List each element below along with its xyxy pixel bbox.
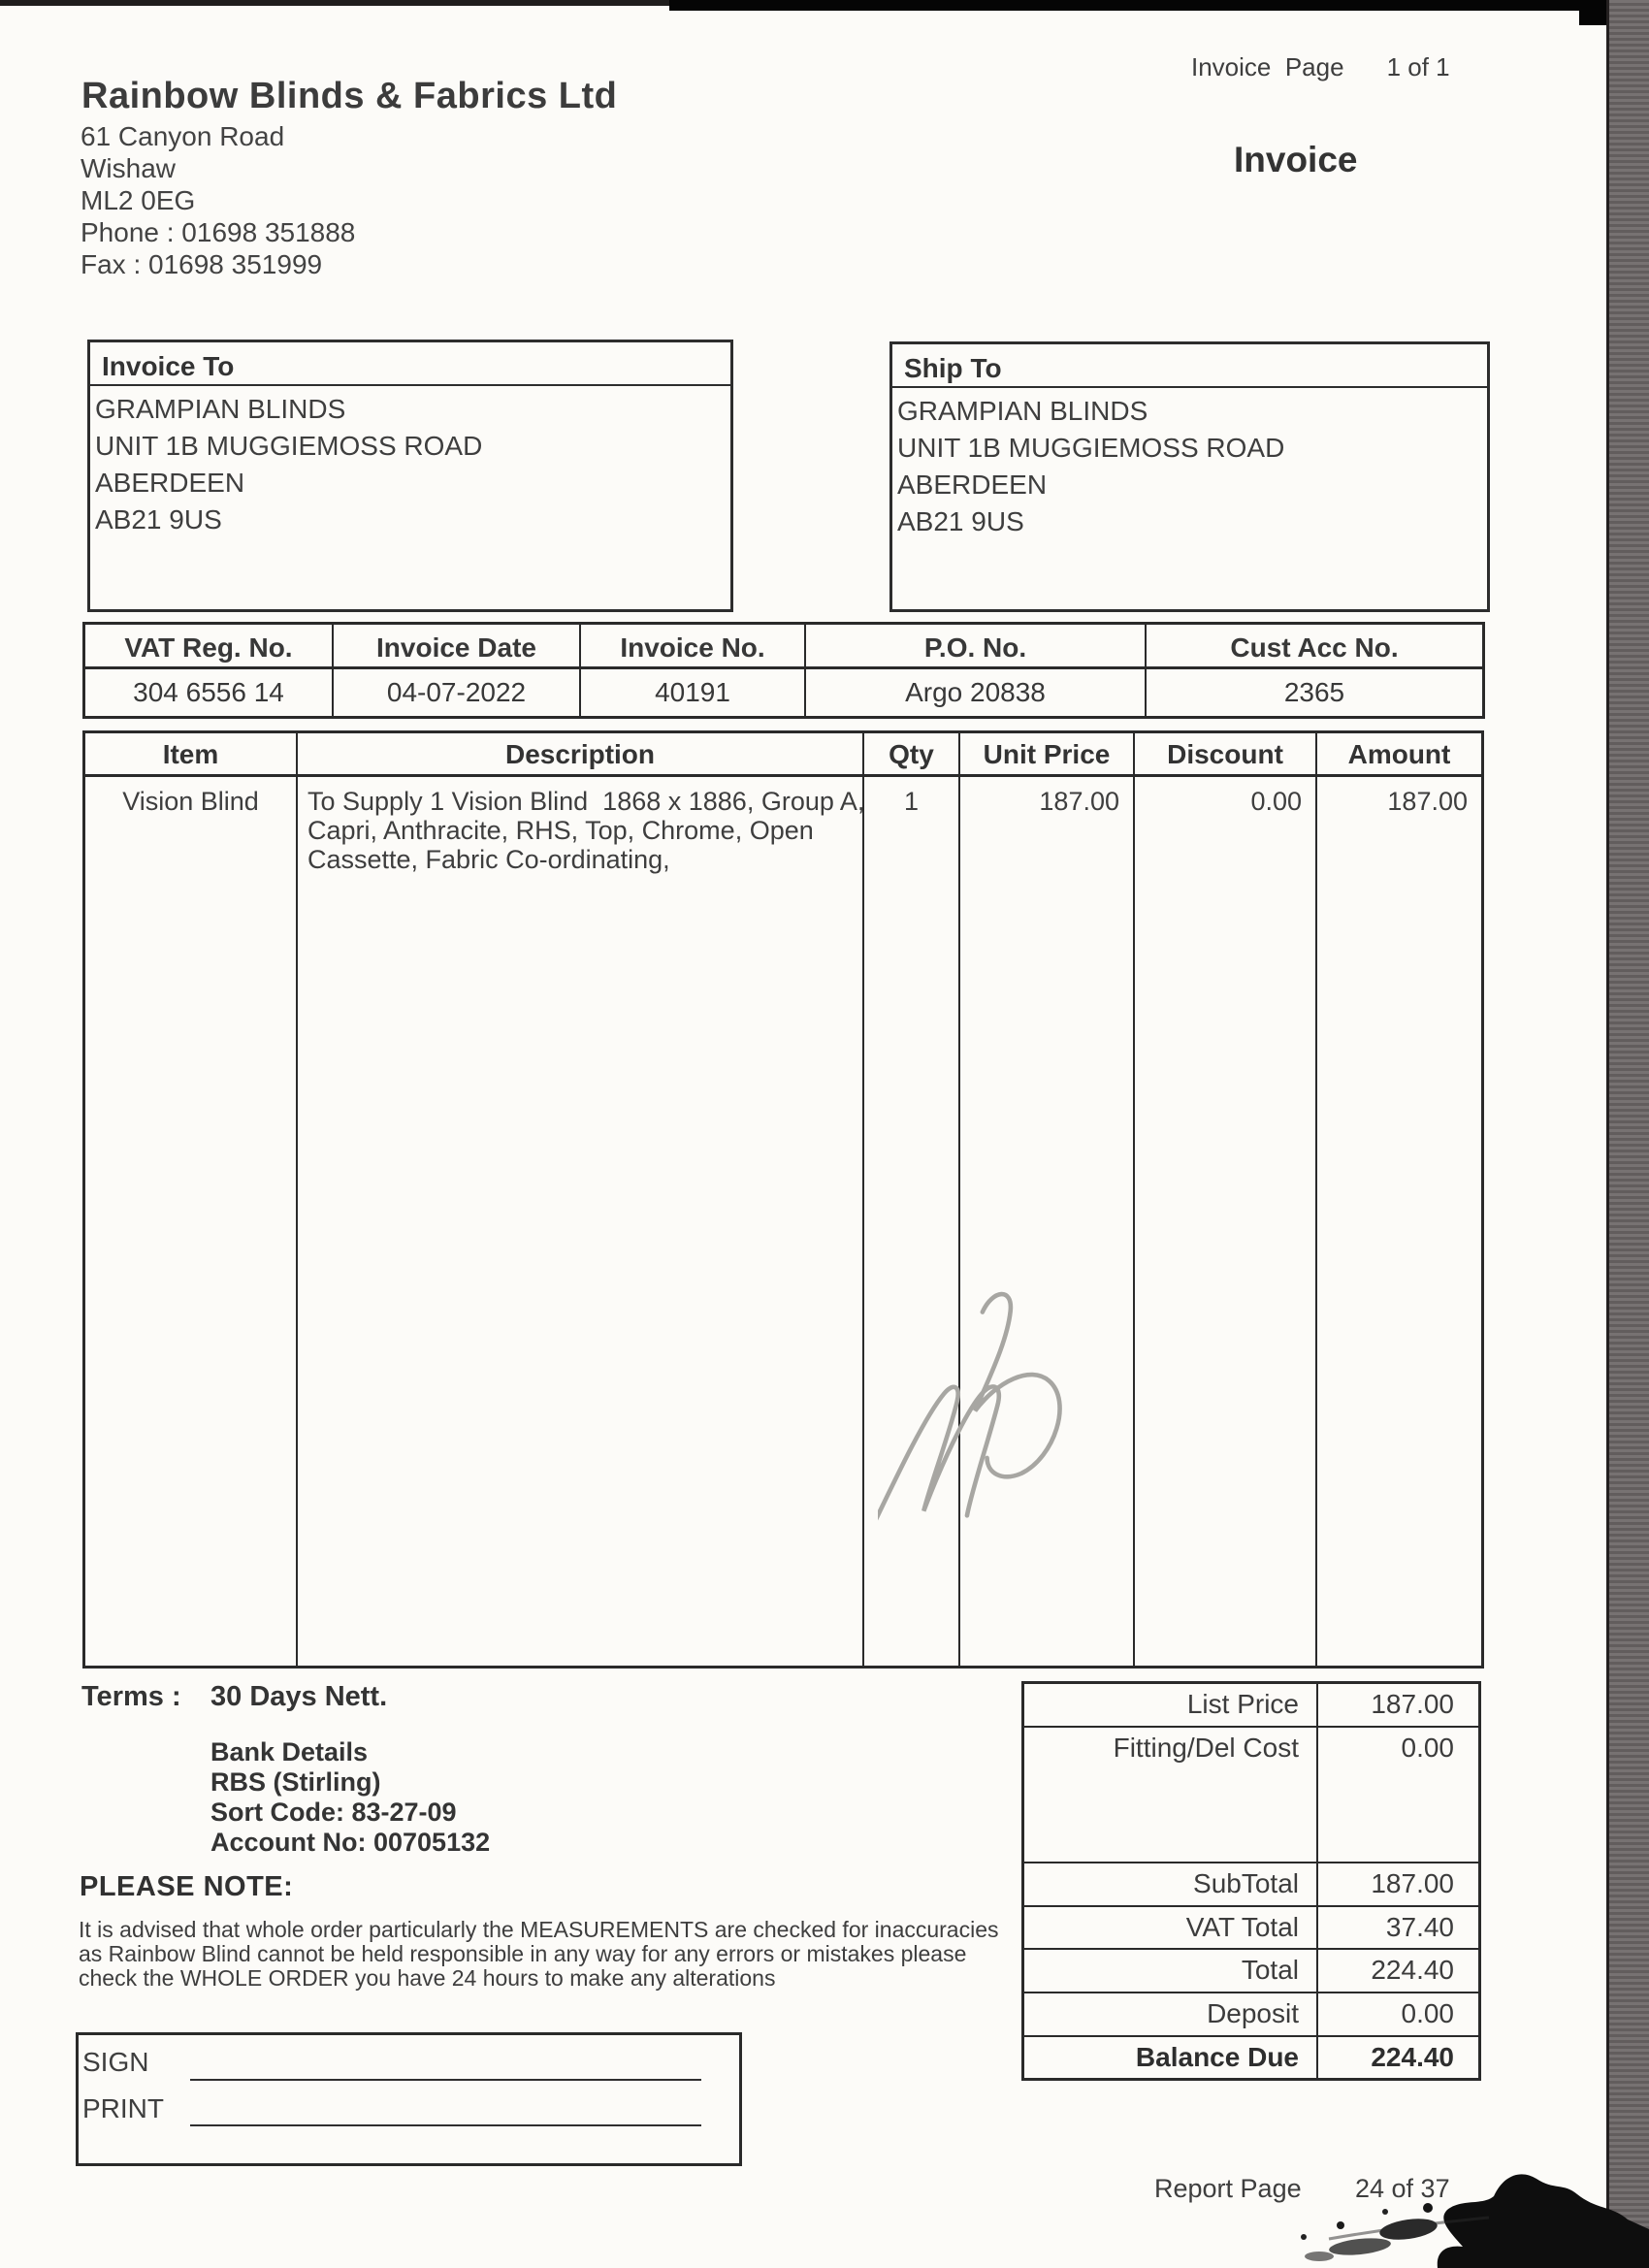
ink-smudge [1290, 2169, 1649, 2268]
line-items-table [82, 730, 1484, 1669]
ship-to-box [889, 341, 1490, 612]
bank-details-line: RBS (Stirling) [210, 1767, 381, 1797]
bank-details [210, 1737, 490, 1858]
totals-value: 37.40 [1385, 1912, 1454, 1942]
items-header-item: Item [85, 733, 298, 777]
totals-label: VAT Total [1024, 1907, 1318, 1948]
totals-label: Fitting/Del Cost [1024, 1728, 1318, 1862]
totals-label: List Price [1024, 1684, 1318, 1726]
bank-details-line: Bank Details [210, 1737, 369, 1766]
meta-header-po-no: P.O. No. [806, 625, 1147, 669]
meta-value-invoice-date: 04-07-2022 [334, 669, 581, 716]
please-note-body: It is advised that whole order particularly the MEASUREMENTS are checked for inaccuracies as Rainbow Blind cannot be held responsible in any way for any errors or mistakes please check the WHOLE ORDER you have 24 hours to make any alterations [79, 1917, 999, 1991]
handwritten-initials [878, 1282, 1116, 1564]
meta-header-invoice-no: Invoice No. [581, 625, 806, 669]
document-title: Invoice [1234, 140, 1358, 179]
bank-details-line: Account No: 00705132 [210, 1828, 491, 1857]
item-discount-cell: 0.00 [1135, 777, 1317, 1666]
print-line [190, 2124, 701, 2126]
item-qty-cell: 1 [864, 777, 960, 1666]
bank-details-line: Sort Code: 83-27-09 [210, 1798, 457, 1827]
totals-row-fitting-del-cost [1024, 1728, 1478, 1863]
invoice-to-line: GRAMPIAN BLINDS [95, 394, 346, 424]
company-phone: Phone : 01698 351888 [81, 217, 356, 247]
totals-label: SubTotal [1024, 1863, 1318, 1905]
items-header-discount: Discount [1135, 733, 1317, 777]
totals-label: Deposit [1024, 1993, 1318, 2035]
meta-value-cust-acc: 2365 [1283, 677, 1345, 707]
items-header-amount: Amount [1317, 733, 1481, 777]
scan-edge-top-right [669, 0, 1649, 11]
print-label: PRINT [82, 2093, 164, 2123]
meta-header-invoice-date: Invoice Date [334, 625, 581, 669]
sign-label: SIGN [82, 2047, 149, 2077]
invoice-to-address [90, 386, 730, 538]
totals-row-list-price [1024, 1684, 1478, 1728]
description-line: To Supply 1 Vision Blind 1868 x 1886, Group A, [307, 787, 865, 816]
totals-row-subtotal [1024, 1863, 1478, 1907]
totals-label: Balance Due [1024, 2037, 1318, 2078]
totals-value: 187.00 [1371, 1689, 1454, 1719]
company-fax: Fax : 01698 351999 [81, 249, 323, 279]
address-line: 61 Canyon Road [81, 121, 285, 151]
totals-value: 224.40 [1371, 2042, 1454, 2072]
items-header-description: Description [298, 733, 864, 777]
totals-value: 0.00 [1401, 1733, 1454, 1763]
report-page-value: 24 of 37 [1355, 2174, 1450, 2203]
invoice-to-line: ABERDEEN [95, 468, 245, 498]
totals-row-vat-total [1024, 1907, 1478, 1950]
ship-to-title: Ship To [892, 344, 1487, 388]
scan-edge-right-band [1606, 0, 1649, 2268]
address-line: Wishaw [81, 153, 177, 183]
report-page-label: Report Page [1154, 2174, 1302, 2203]
ship-to-line: AB21 9US [897, 506, 1024, 536]
invoice-to-line: UNIT 1B MUGGIEMOSS ROAD [95, 431, 483, 461]
invoice-page-value: 1 of 1 [1386, 52, 1450, 81]
totals-row-balance-due [1024, 2037, 1478, 2078]
meta-value-vat-reg: 304 6556 14 [85, 669, 334, 716]
invoice-page-indicator [1191, 52, 1450, 82]
invoice-to-box [87, 340, 733, 612]
ship-to-address [892, 388, 1487, 540]
description-line: Capri, Anthracite, RHS, Top, Chrome, Open [307, 816, 814, 845]
meta-header-cust-acc: Cust Acc No. [1147, 625, 1482, 669]
item-amount-cell: 187.00 [1387, 787, 1468, 816]
company-name: Rainbow Blinds & Fabrics Ltd [81, 76, 618, 116]
item-description-cell [298, 777, 864, 1666]
invoice-page-label: Invoice Page [1191, 52, 1344, 81]
invoice-to-line: AB21 9US [95, 504, 222, 535]
terms-value: 30 Days Nett. [210, 1681, 388, 1712]
meta-header-vat-reg: VAT Reg. No. [85, 625, 334, 669]
meta-value-po-no: Argo 20838 [806, 669, 1147, 716]
totals-label: Total [1024, 1950, 1318, 1992]
terms-label: Terms : [81, 1681, 181, 1712]
please-note-title: PLEASE NOTE: [80, 1871, 294, 1902]
invoice-meta-table [82, 622, 1485, 719]
totals-box [1021, 1681, 1481, 2081]
ship-to-line: ABERDEEN [897, 470, 1048, 500]
ship-to-line: UNIT 1B MUGGIEMOSS ROAD [897, 433, 1285, 463]
items-header-unit-price: Unit Price [960, 733, 1135, 777]
item-unit-price-cell: 187.00 [960, 777, 1135, 1666]
items-header-qty: Qty [864, 733, 960, 777]
ship-to-line: GRAMPIAN BLINDS [897, 396, 1148, 426]
signature-box [76, 2032, 742, 2166]
item-name-cell: Vision Blind [85, 777, 298, 1666]
totals-value: 224.40 [1371, 1955, 1454, 1985]
totals-value: 187.00 [1371, 1868, 1454, 1898]
totals-row-total [1024, 1950, 1478, 1993]
company-address [81, 120, 355, 280]
sign-line [190, 2079, 701, 2081]
meta-value-invoice-no: 40191 [581, 669, 806, 716]
description-line: Cassette, Fabric Co-ordinating, [307, 845, 670, 874]
totals-row-deposit [1024, 1993, 1478, 2037]
totals-value: 0.00 [1401, 1998, 1454, 2028]
invoice-to-title: Invoice To [90, 342, 730, 386]
address-line: ML2 0EG [81, 185, 196, 215]
